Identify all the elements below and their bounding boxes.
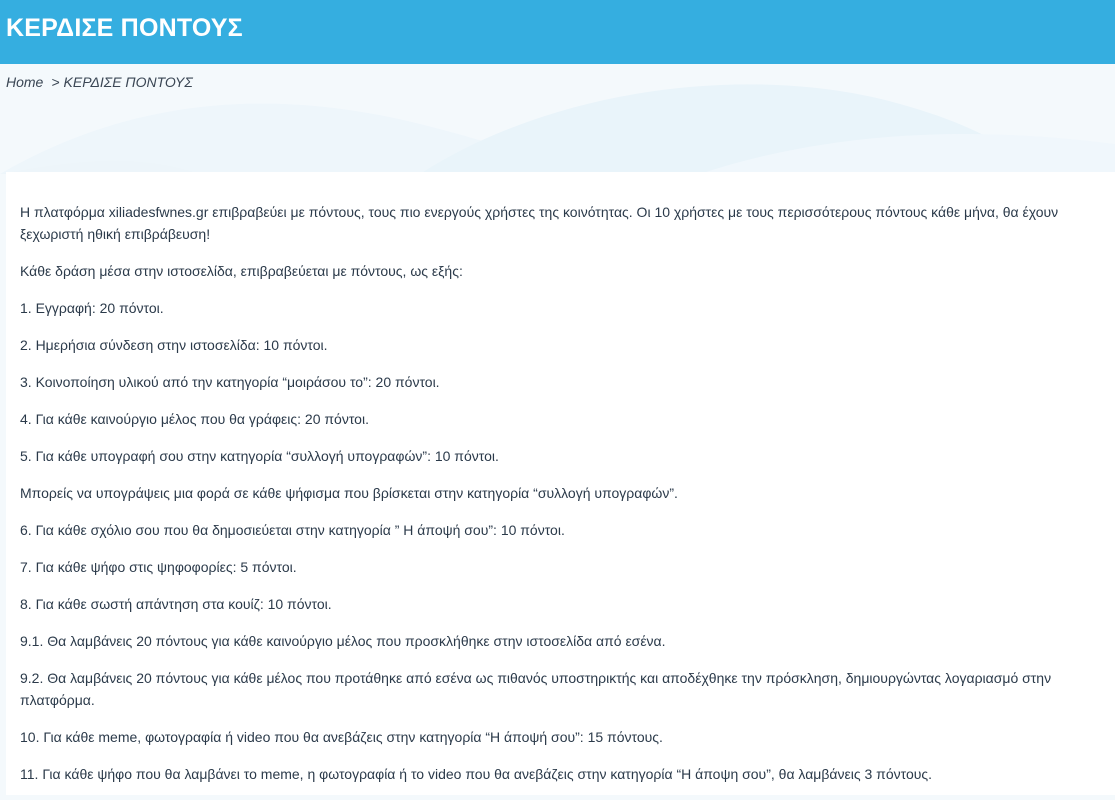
rule-item: 4. Για κάθε καινούργιο μέλος που θα γράφεις: 20 πόντοι. <box>20 411 369 427</box>
rule-item: 1. Εγγραφή: 20 πόντοι. <box>20 300 164 316</box>
breadcrumb <box>6 74 193 90</box>
rule-item: 6. Για κάθε σχόλιο σου που θα δημοσιεύεται στην κατηγορία ” Η άποψή σου”: 10 πόντοι. <box>20 522 565 538</box>
rule-item: 2. Ημερήσια σύνδεση στην ιστοσελίδα: 10 πόντοι. <box>20 337 328 353</box>
rule-item: 7. Για κάθε ψήφο στις ψηφοφορίες: 5 πόντοι. <box>20 559 297 575</box>
page-header <box>0 0 1115 64</box>
rule-item: 5. Για κάθε υπογραφή σου στην κατηγορία “συλλογή υπογραφών”: 10 πόντοι. <box>20 448 499 464</box>
rule-item: 11. Για κάθε ψήφο που θα λαμβάνει το meme, η φωτογραφία ή το video που θα ανεβάζεις στην κατηγορία “Η άποψη σου”, θα λαμβάνεις 3 πόντους. <box>20 766 933 782</box>
breadcrumb-separator: > <box>51 74 60 90</box>
rule-item: 10. Για κάθε meme, φωτογραφία ή video που θα ανεβάζεις στην κατηγορία “Η άποψή σου”: 15 πόντους. <box>20 729 663 745</box>
page-title: ΚΕΡΔΙΣΕ ΠΟΝΤΟΥΣ <box>6 14 243 42</box>
main-content <box>6 172 1115 795</box>
rule-item: 8. Για κάθε σωστή απάντηση στα κουίζ: 10 πόντοι. <box>20 596 332 612</box>
rule-item: 9.1. Θα λαμβάνεις 20 πόντους για κάθε καινούργιο μέλος που προσκλήθηκε στην ιστοσελίδα από εσένα. <box>20 633 666 649</box>
rules-intro: Κάθε δράση μέσα στην ιστοσελίδα, επιβραβεύεται με πόντους, ως εξής: <box>20 263 463 279</box>
hero-banner <box>0 64 1115 174</box>
rule-item: 9.2. Θα λαμβάνεις 20 πόντους για κάθε μέλος που προτάθηκε από εσένα ως πιθανός υποστηρικτής και αποδέχθηκε την πρόσκληση, δημιουργώντας λογαριασμό στην πλατφόρμα. <box>20 670 1052 708</box>
rule-item: 3. Κοινοποίηση υλικού από την κατηγορία “μοιράσου το”: 20 πόντοι. <box>20 374 440 390</box>
article-body <box>20 201 1100 800</box>
breadcrumb-current: ΚΕΡΔΙΣΕ ΠΟΝΤΟΥΣ <box>63 74 193 90</box>
rule-note: Μπορείς να υπογράψεις μια φορά σε κάθε ψήφισμα που βρίσκεται στην κατηγορία “συλλογή υπογραφών”. <box>20 485 678 501</box>
intro-paragraph: Η πλατφόρμα xiliadesfwnes.gr επιβραβεύει με πόντους, τους πιο ενεργούς χρήστες της κοινότητας. Οι 10 χρήστες με τους περισσότερους πόντους κάθε μήνα, θα έχουν ξεχωριστή ηθική επιβράβευση! <box>20 204 1059 242</box>
breadcrumb-home-link[interactable]: Home <box>6 74 44 90</box>
